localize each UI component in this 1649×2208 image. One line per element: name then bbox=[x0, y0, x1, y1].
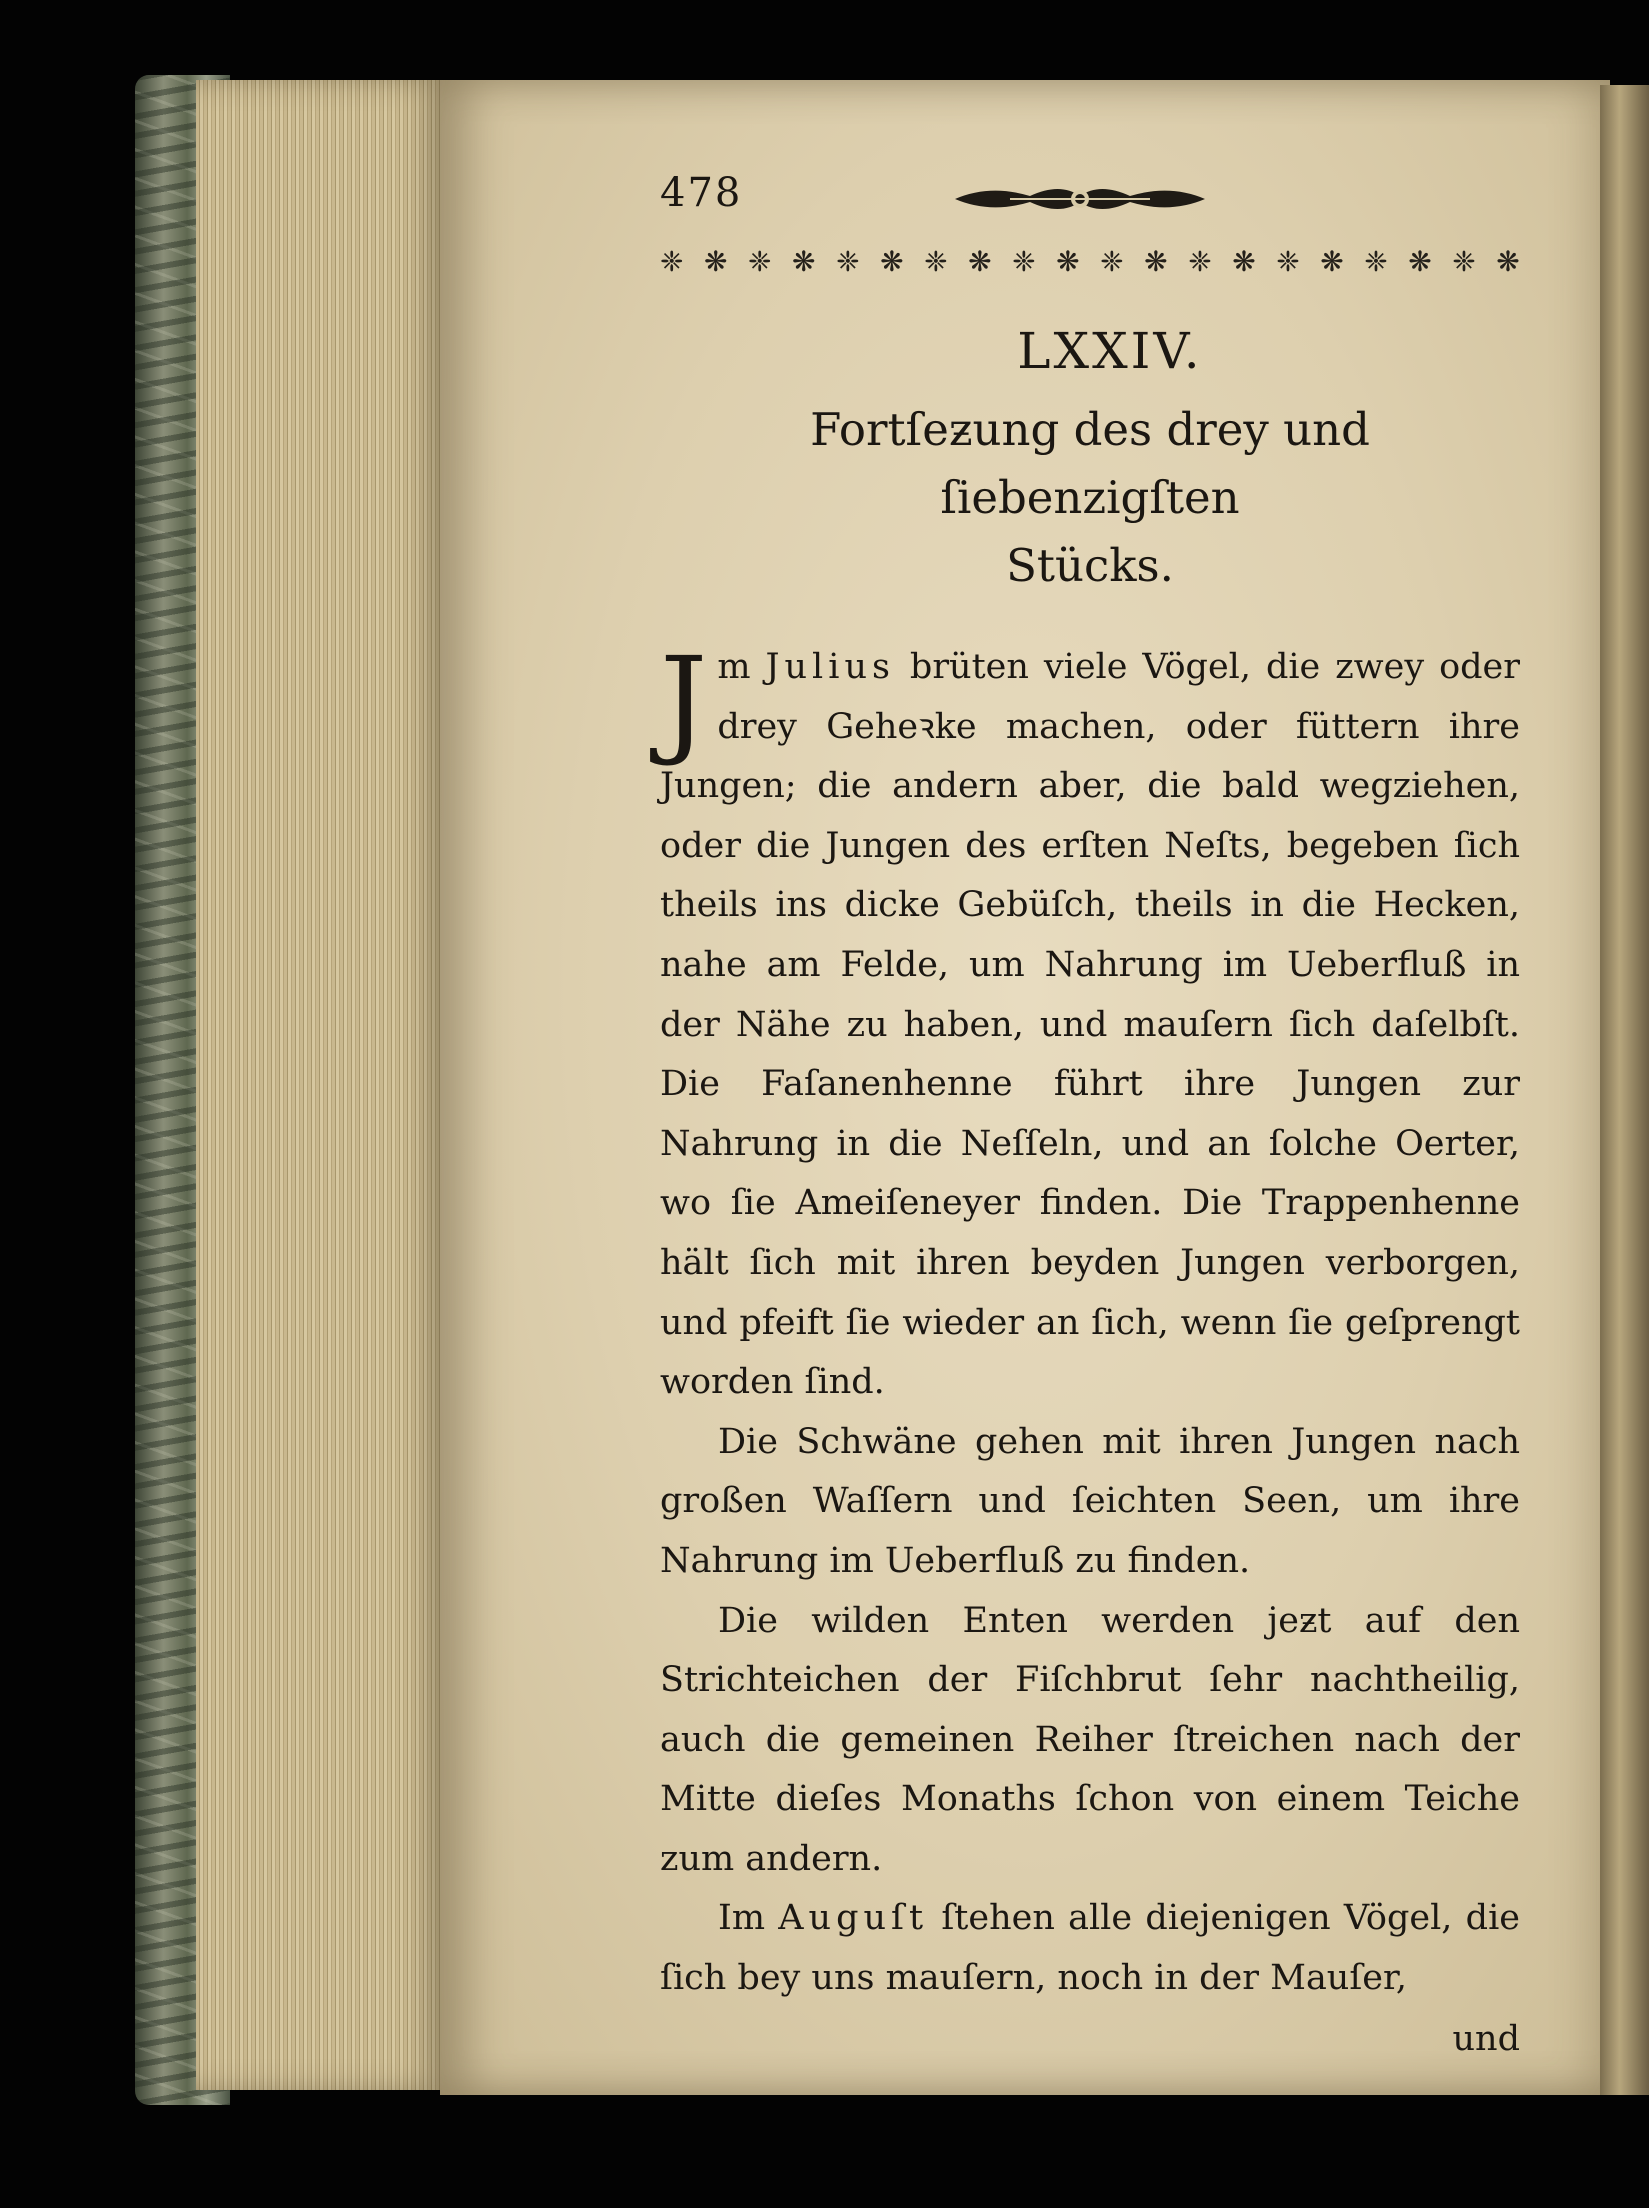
page-number: 478 bbox=[660, 170, 743, 216]
body-text bbox=[660, 631, 1520, 2069]
page-edges bbox=[196, 80, 446, 2090]
catchword: und bbox=[1452, 2018, 1520, 2059]
paragraph-text: brüten viele Vögel, die zwey oder drey Geheꝛke machen, oder füttern ihre Jungen; die andern aber, die bald wegziehen, oder die Jungen des erſten Neſts, begeben ſich theils ins dicke Gebüſch, theils in die Hecken, nahe am Felde, um Nahrung im Ueberfluß in der Nähe zu haben, und mauſern ſich daſelbſt. Die Faſanenhenne führt ihre Jungen zur Nahrung in die Neſſeln, und an ſolche Oerter, wo ſie Ameiſeneyer finden. Die Trappenhenne hält ſich mit ihren beyden Jungen verborgen, und pfeift ſie wieder an ſich, wenn ſie geſprengt worden ſind. bbox=[660, 647, 1520, 1403]
rule-ornament-icon: ❈ bbox=[1188, 245, 1212, 278]
paragraph bbox=[660, 1889, 1520, 2008]
ornamental-rule bbox=[660, 240, 1520, 284]
paragraph-text: ſtehen alle diejenigen Vögel, die ſich bey uns mauſern, noch in der Mauſer, bbox=[660, 1898, 1520, 1999]
month-name: Julius bbox=[765, 647, 895, 687]
rule-ornament-icon: ❋ bbox=[880, 245, 904, 278]
rule-ornament-icon: ❋ bbox=[1056, 245, 1080, 278]
rule-ornament-icon: ❈ bbox=[1012, 245, 1036, 278]
rule-ornament-icon: ❈ bbox=[1100, 245, 1124, 278]
rule-ornament-icon: ❋ bbox=[1144, 245, 1168, 278]
rule-ornament-icon: ❈ bbox=[1364, 245, 1388, 278]
head-ornament-icon bbox=[950, 178, 1210, 220]
page-text-block bbox=[660, 170, 1520, 2069]
paragraph-intro: m bbox=[717, 647, 751, 687]
rule-ornament-icon: ❈ bbox=[1452, 245, 1476, 278]
rule-ornament-icon: ❋ bbox=[704, 245, 728, 278]
rule-ornament-icon: ❈ bbox=[1276, 245, 1300, 278]
rule-ornament-icon: ❋ bbox=[968, 245, 992, 278]
chapter-title-line: Fortſeƶung des drey und ſiebenzigſten bbox=[810, 403, 1370, 524]
rule-ornament-icon: ❋ bbox=[1408, 245, 1432, 278]
rule-ornament-icon: ❈ bbox=[660, 245, 684, 278]
rule-ornament-icon: ❈ bbox=[748, 245, 772, 278]
chapter-number: LXXIV. bbox=[1017, 322, 1203, 380]
rule-ornament-icon: ❈ bbox=[924, 245, 948, 278]
running-head bbox=[660, 170, 1520, 240]
rule-ornament-icon: ❋ bbox=[1320, 245, 1344, 278]
rule-ornament-icon: ❋ bbox=[1496, 245, 1520, 278]
rule-ornament-icon: ❈ bbox=[836, 245, 860, 278]
chapter-title-line: Stücks. bbox=[1006, 539, 1174, 592]
rule-ornament-icon: ❋ bbox=[792, 245, 816, 278]
paragraph-intro: Im bbox=[718, 1898, 766, 1939]
drop-cap: J bbox=[660, 631, 708, 769]
paragraph: Die wilden Enten werden jeƶt auf den Strichteichen der Fiſchbrut ſehr nachtheilig, auch die gemeinen Reiher ſtreichen nach der Mitte dieſes Monaths ſchon von einem Teiche zum andern. bbox=[660, 1600, 1520, 1879]
month-name: Auguſt bbox=[778, 1898, 929, 1939]
facing-page-edge bbox=[1600, 85, 1649, 2095]
chapter-title bbox=[660, 396, 1520, 600]
rule-ornament-icon: ❋ bbox=[1232, 245, 1256, 278]
paragraph: Die Schwäne gehen mit ihren Jungen nach großen Waſſern und ſeichten Seen, um ihre Nahrung im Ueberfluß zu finden. bbox=[660, 1421, 1520, 1581]
paragraph bbox=[660, 631, 1520, 1413]
